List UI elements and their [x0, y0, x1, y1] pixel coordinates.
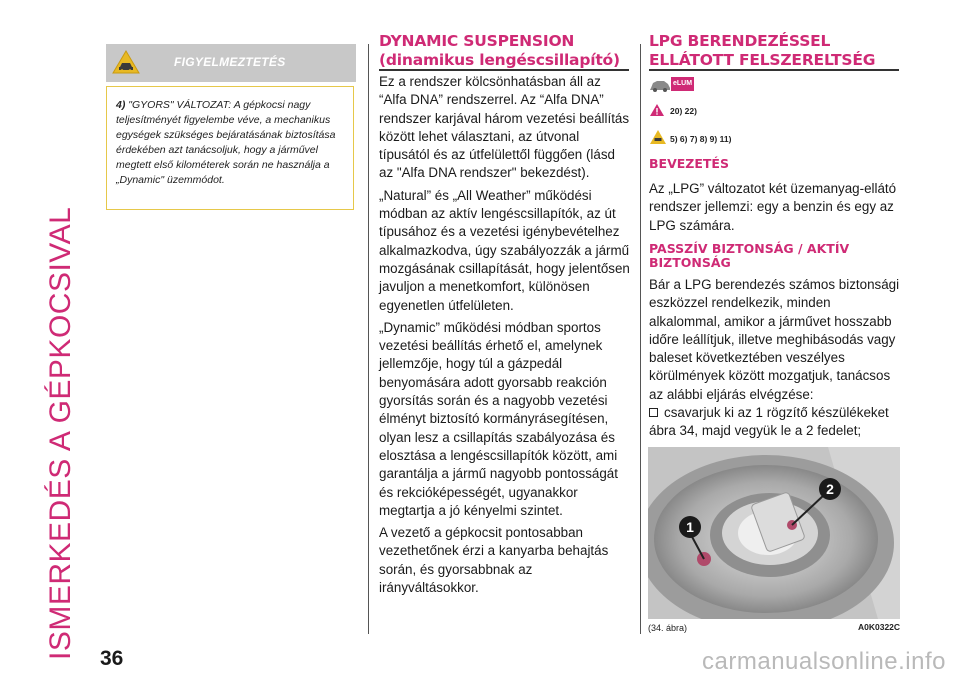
- page-number: 36: [100, 647, 124, 670]
- heading-line-1: LPG BERENDEZÉSSEL: [649, 32, 831, 50]
- heading-underline: [649, 69, 899, 71]
- callout-2: 2: [826, 481, 834, 497]
- car-icon: [649, 78, 671, 92]
- bullet-text: csavarjuk ki az 1 rögzítő készülékeket ábra 34, majd vegyük le a 2 fedelet;: [649, 405, 889, 439]
- figure-caption: (34. ábra): [648, 623, 688, 633]
- heading-line-2: (dinamikus lengéscsillapító): [379, 51, 620, 69]
- figure-spare-wheel-well: [648, 447, 900, 619]
- section-heading-lpg: [649, 32, 875, 70]
- subheading-line-2: BIZTONSÁG: [649, 255, 731, 270]
- bullet-item: [649, 404, 901, 441]
- column-divider-1: [368, 44, 369, 634]
- watermark: carmanualsonline.info: [702, 648, 946, 675]
- heading-underline: [379, 69, 629, 71]
- danger-refs: 20) 22): [670, 106, 697, 116]
- callout-1: 1: [686, 519, 694, 535]
- paragraph: „Natural” és „All Weather” működési módban az aktív lengéscsillapítók, az út típusához és a vezetési igénybevételhez alkalmazkodva, úgy szabályozzák a jármű mozgásának csillapítását, hogy jelentősen javuljon a menetkomfort, különösen egyenetlen útfelületen.: [379, 187, 630, 313]
- warning-text: [116, 98, 348, 188]
- warning-refs: 5) 6) 7) 8) 9) 11): [670, 134, 732, 144]
- figure-code: A0K0322C: [858, 622, 901, 632]
- checkbox-bullet-icon: [649, 408, 658, 417]
- figure-illustration: [648, 447, 900, 619]
- intro-text: Az „LPG” változatot két üzemanyag-ellátó rendszer jellemzi: egy a benzin és egy az LPG számára.: [649, 181, 897, 233]
- warning-header: [106, 44, 356, 82]
- car-warning-icon: [650, 130, 666, 144]
- danger-icon: [650, 104, 664, 116]
- subheading-bevezetes: BEVEZETÉS: [649, 156, 729, 171]
- paragraph: „Dynamic” működési módban sportos vezetési beállítás érhető el, amelynek jellemzője, hogy túl a gázpedál benyomására adott gyorsabb reakción gyorsítás során és a nagyobb vezetési élményt biztosító kormányrásegítésen, olyan lesz a csillapítás szabályozása és elosztása a lengéscsillapítók között, ami garantálja a jármű nagyobb pontosságát és rekcióképességét, ugyanakkor megtartja a jó kényelmi szintet.: [379, 319, 618, 518]
- side-title-text: ISMERKEDÉS A GÉPKOCSIVAL: [44, 206, 77, 660]
- dynamic-suspension-body: [379, 73, 631, 601]
- paragraph: A vezető a gépkocsit pontosabban vezethetőnek érzi a kanyarba behajtás során, és gyorsabbnak az irányváltásokkor.: [379, 525, 609, 596]
- warning-title: FIGYELMEZTETÉS: [174, 55, 286, 69]
- warning-note-number: 4): [116, 99, 126, 111]
- heading-line-1: DYNAMIC SUSPENSION: [379, 32, 575, 50]
- version-badge: eLUM: [671, 77, 694, 91]
- warning-body: "GYORS" VÁLTOZAT: A gépkocsi nagy teljesítményét figyelembe véve, a mechanikus egységek szükséges bejáratásának biztosítása érdekében azt tanácsoljuk, hogy a járművel megtett első kilométerek során ne használja a „Dynamic" üzemmódot.: [116, 99, 336, 186]
- safety-text: Bár a LPG berendezés számos biztonsági eszközzel rendelkezik, minden alkalommal, amikor a járművet hosszabb időre leállítjuk, illetve meghibásodás vagy baleset következtében veszélyes körülmények között mozgatjuk, tanácsos az alábbi eljárás elvégzése:: [649, 277, 900, 402]
- car-warning-icon: [112, 50, 140, 74]
- heading-line-2: ELLÁTOTT FELSZERELTSÉG: [649, 51, 876, 69]
- subheading-safety: [649, 242, 849, 270]
- paragraph: Ez a rendszer kölcsönhatásban áll az “Alfa DNA” rendszerrel. Az “Alfa DNA” rendszer karjával három vezetési beállítás között lehet választani, az útvonal típusától és az útfelülettől függően (lásd az "Alfa DNA rendszer" bekezdést).: [379, 74, 630, 181]
- column-divider-2: [640, 44, 641, 634]
- subheading-line-1: PASSZÍV BIZTONSÁG / AKTÍV: [649, 241, 850, 256]
- side-section-title: [14, 20, 77, 660]
- section-heading-dynamic-suspension: [379, 32, 620, 70]
